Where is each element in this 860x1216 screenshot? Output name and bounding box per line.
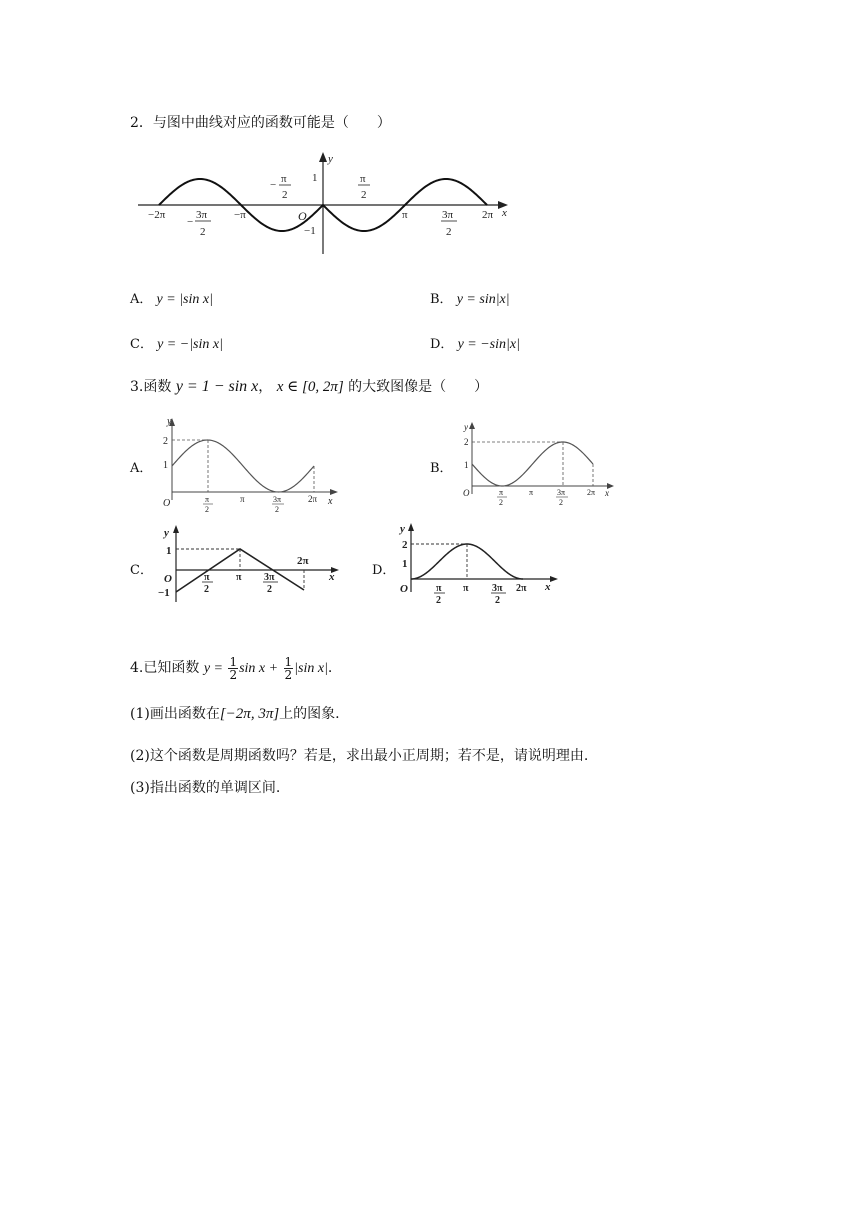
q3-option-d-letter[interactable]: D． bbox=[372, 563, 396, 578]
q2-tick-3pi2-num: 3π bbox=[442, 209, 454, 221]
svg-text:3π: 3π bbox=[264, 572, 275, 583]
q3-option-b-letter[interactable]: B． bbox=[430, 461, 453, 476]
svg-text:1: 1 bbox=[464, 460, 469, 470]
svg-text:x: x bbox=[328, 496, 333, 507]
svg-text:2π: 2π bbox=[587, 488, 596, 497]
svg-text:x: x bbox=[329, 571, 335, 583]
q3-graph-b bbox=[460, 420, 620, 510]
q3-func: y = 1 − sin x bbox=[175, 378, 259, 395]
q2-option-a[interactable] bbox=[130, 288, 213, 308]
q2-y-label: y bbox=[328, 153, 333, 165]
q2-tick-pi: π bbox=[402, 209, 408, 221]
svg-text:π: π bbox=[236, 572, 242, 583]
q4-stem-y: y = bbox=[203, 661, 223, 676]
q4-part1-interval: [−2π, 3π] bbox=[219, 706, 280, 722]
q4-stem-sin: sin x + bbox=[239, 661, 279, 676]
q3-stem-pre: 3.函数 bbox=[130, 379, 172, 395]
svg-text:π: π bbox=[499, 488, 504, 497]
q4-part1 bbox=[130, 703, 340, 723]
q2-option-d-letter: D． bbox=[430, 337, 454, 352]
q2-tick-negpi2-den: 2 bbox=[282, 189, 288, 201]
q2-tick-pi2-den: 2 bbox=[361, 189, 367, 201]
q2-tick-neg3pi2-num: 3π bbox=[196, 209, 208, 221]
svg-text:2π: 2π bbox=[297, 555, 309, 567]
q2-option-b-letter: B． bbox=[430, 292, 453, 307]
svg-text:O: O bbox=[163, 498, 171, 509]
q4-stem bbox=[130, 650, 332, 687]
q2-option-b[interactable] bbox=[430, 288, 510, 308]
svg-text:2: 2 bbox=[464, 437, 469, 447]
q2-option-a-expr: y = |sin x| bbox=[156, 292, 213, 307]
q2-option-c-letter: C． bbox=[130, 337, 153, 352]
svg-text:2π: 2π bbox=[516, 583, 527, 594]
svg-text:π: π bbox=[205, 495, 210, 504]
svg-text:2π: 2π bbox=[308, 494, 318, 504]
q4-stem-end: . bbox=[327, 660, 333, 676]
q2-tick-2pi: 2π bbox=[482, 209, 494, 221]
svg-text:π: π bbox=[463, 583, 469, 594]
svg-text:2: 2 bbox=[205, 505, 209, 514]
svg-text:2: 2 bbox=[499, 498, 503, 507]
q3-graph-c bbox=[156, 522, 346, 617]
q3-stem bbox=[130, 376, 488, 396]
svg-text:π: π bbox=[240, 494, 245, 504]
q2-graph bbox=[130, 148, 520, 260]
svg-text:O: O bbox=[463, 488, 470, 498]
svg-text:1: 1 bbox=[163, 460, 168, 471]
svg-text:π: π bbox=[204, 572, 210, 583]
q2-option-a-letter: A． bbox=[130, 292, 153, 307]
svg-text:y: y bbox=[164, 527, 169, 539]
q4-part1-pre: (1)画出函数在 bbox=[130, 706, 220, 722]
q2-origin: O bbox=[298, 209, 307, 223]
svg-text:2: 2 bbox=[402, 539, 408, 551]
q2-y-arrow bbox=[319, 152, 327, 162]
q3-stem-post: 的大致图像是（ ） bbox=[348, 379, 489, 395]
svg-text:3π: 3π bbox=[557, 488, 566, 497]
q2-stem: 2．与图中曲线对应的函数可能是（ ） bbox=[130, 115, 391, 131]
svg-text:2: 2 bbox=[559, 498, 563, 507]
svg-text:−1: −1 bbox=[158, 587, 170, 599]
q4-part1-post: 上的图象. bbox=[279, 706, 340, 722]
svg-text:y: y bbox=[464, 422, 468, 432]
q2-option-d[interactable] bbox=[430, 333, 520, 353]
q3-sep: ， bbox=[258, 379, 273, 395]
q2-tick-3pi2-den: 2 bbox=[446, 226, 452, 238]
svg-text:2: 2 bbox=[436, 595, 441, 606]
q4-frac-2: $\frac{1}{2}$ bbox=[284, 654, 293, 682]
q3-domain: x ∈ [0, 2π] bbox=[276, 379, 344, 395]
q4-part3: (3)指出函数的单调区间. bbox=[130, 780, 281, 796]
q2-tick-negpi: −π bbox=[234, 209, 246, 221]
svg-text:y: y bbox=[400, 523, 405, 535]
svg-text:2: 2 bbox=[267, 584, 272, 595]
svg-text:1: 1 bbox=[402, 558, 408, 570]
svg-text:O: O bbox=[164, 573, 172, 585]
svg-text:O: O bbox=[400, 583, 408, 595]
q2-y-negone: −1 bbox=[304, 225, 316, 237]
q2-option-c-expr: y = −|sin x| bbox=[157, 337, 223, 352]
svg-text:2: 2 bbox=[495, 595, 500, 606]
q2-tick-pi2-num: π bbox=[360, 173, 366, 185]
q3-option-c-letter[interactable]: C． bbox=[130, 563, 153, 578]
q3-graph-d bbox=[395, 520, 565, 610]
svg-text:π: π bbox=[436, 583, 442, 594]
q2-option-d-expr: y = −sin|x| bbox=[457, 337, 520, 352]
q3-option-a-letter[interactable]: A． bbox=[130, 461, 153, 476]
svg-text:3π: 3π bbox=[492, 583, 503, 594]
q2-y-one: 1 bbox=[312, 172, 318, 184]
q4-stem-pre: 4.已知函数 bbox=[130, 660, 200, 676]
q2-tick-neg3pi2-den: 2 bbox=[200, 226, 206, 238]
q2-option-b-expr: y = sin|x| bbox=[456, 292, 510, 307]
svg-text:1: 1 bbox=[166, 545, 172, 557]
q4-stem-abs: |sin x| bbox=[294, 661, 328, 676]
svg-text:2: 2 bbox=[204, 584, 209, 595]
q2-x-label: x bbox=[502, 207, 507, 219]
svg-text:y: y bbox=[167, 416, 172, 427]
q2-tick-negpi2-num: π bbox=[281, 173, 287, 185]
svg-text:π: π bbox=[529, 488, 534, 497]
q2-tick-neg2pi: −2π bbox=[148, 209, 166, 221]
q4-frac-1: $\frac{1}{2}$ bbox=[229, 654, 238, 682]
svg-text:3π: 3π bbox=[273, 495, 282, 504]
q4-part2: (2)这个函数是周期函数吗？若是，求出最小正周期；若不是，请说明理由. bbox=[130, 748, 589, 764]
svg-text:x: x bbox=[545, 581, 551, 593]
svg-text:2: 2 bbox=[275, 505, 279, 514]
q2-option-c[interactable] bbox=[130, 333, 223, 353]
q2-tick-negpi2-minus: − bbox=[270, 179, 277, 191]
svg-text:x: x bbox=[605, 488, 609, 498]
svg-text:2: 2 bbox=[163, 436, 168, 447]
q2-tick-neg3pi2-minus: − bbox=[187, 216, 194, 228]
q3-graph-a bbox=[158, 416, 343, 516]
